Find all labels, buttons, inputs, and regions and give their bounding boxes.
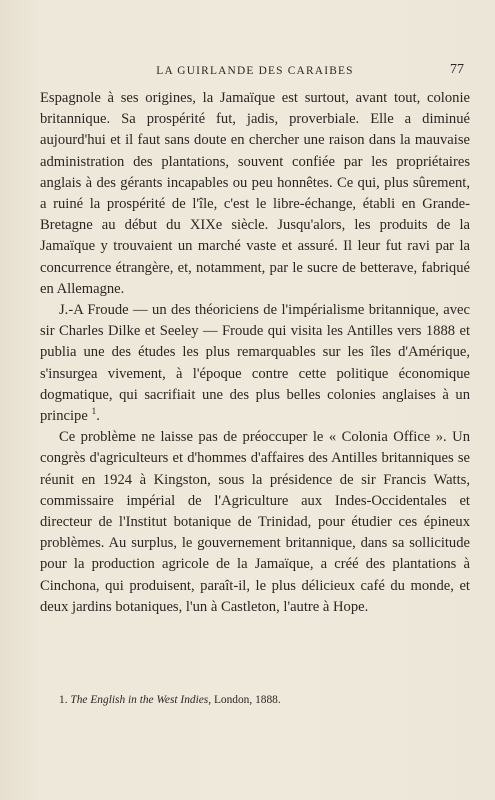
- page-header: [40, 62, 470, 82]
- paragraph-2: [40, 300, 470, 427]
- page-number: 77: [450, 62, 464, 77]
- footnote-number: 1.: [59, 694, 68, 706]
- paragraph-2-period: .: [96, 408, 100, 425]
- body-text: [40, 88, 470, 618]
- footnote-rest: , London, 1888.: [208, 694, 281, 706]
- footnote-title: The English in the West Indies: [70, 694, 209, 706]
- paragraph-3: Ce problème ne laisse pas de préoccuper le « Colonia Office ». Un congrès d'agriculteurs et d'hommes d'affaires des Antilles britanniques se réunit en 1924 à Kingston, sous la présidence de sir Francis Watts, commissaire impérial de l'Agriculture aux Indes-Occidentales et directeur de l'Institut botanique de Trinidad, pour étudier ces épineux problèmes. Au surplus, le gouvernement britannique, dans sa sollicitude pour la production agricole de la Jamaïque, a créé des plantations à Cinchona, qui produisent, paraît-il, le plus délicieux café du monde, et deux jardins botaniques, l'un à Castleton, l'autre à Hope.: [40, 429, 470, 615]
- paragraph-1: Espagnole à ses origines, la Jamaïque est surtout, avant tout, colonie britannique. Sa prospérité fut, jadis, proverbiale. Elle a diminué aujourd'hui et il faut sans doute en chercher une raison dans la mauvaise administration des plantations, souvent confiée par les propriétaires anglais à des gérants incapables ou peu honnêtes. Ce qui, plus sûrement, a ruiné la prospérité de l'île, c'est le libre-échange, établi en Grande-Bretagne au début du XIXe siècle. Jusqu'alors, les produits de la Jamaïque y trouvaient un marché vaste et assuré. Il leur fut ravi par la concurrence étrangère, et, notamment, par le sucre de betterave, fabriqué en Allemagne.: [40, 90, 470, 297]
- paragraph-2-text: J.-A Froude — un des théoriciens de l'impérialisme britannique, avec sir Charles Dilke et Seeley — Froude qui visita les Antilles vers 1888 et publia une des études les plus remarquables sur les îles d'Amérique, s'insurgea vivement, à l'époque contre cette politique économique dogmatique, qui sacrifiait une des plus belles colonies anglaises à un principe: [40, 302, 470, 425]
- running-head: LA GUIRLANDE DES CARAIBES: [156, 65, 354, 77]
- footnote-reference: 1: [91, 407, 97, 418]
- footnote: [40, 693, 470, 708]
